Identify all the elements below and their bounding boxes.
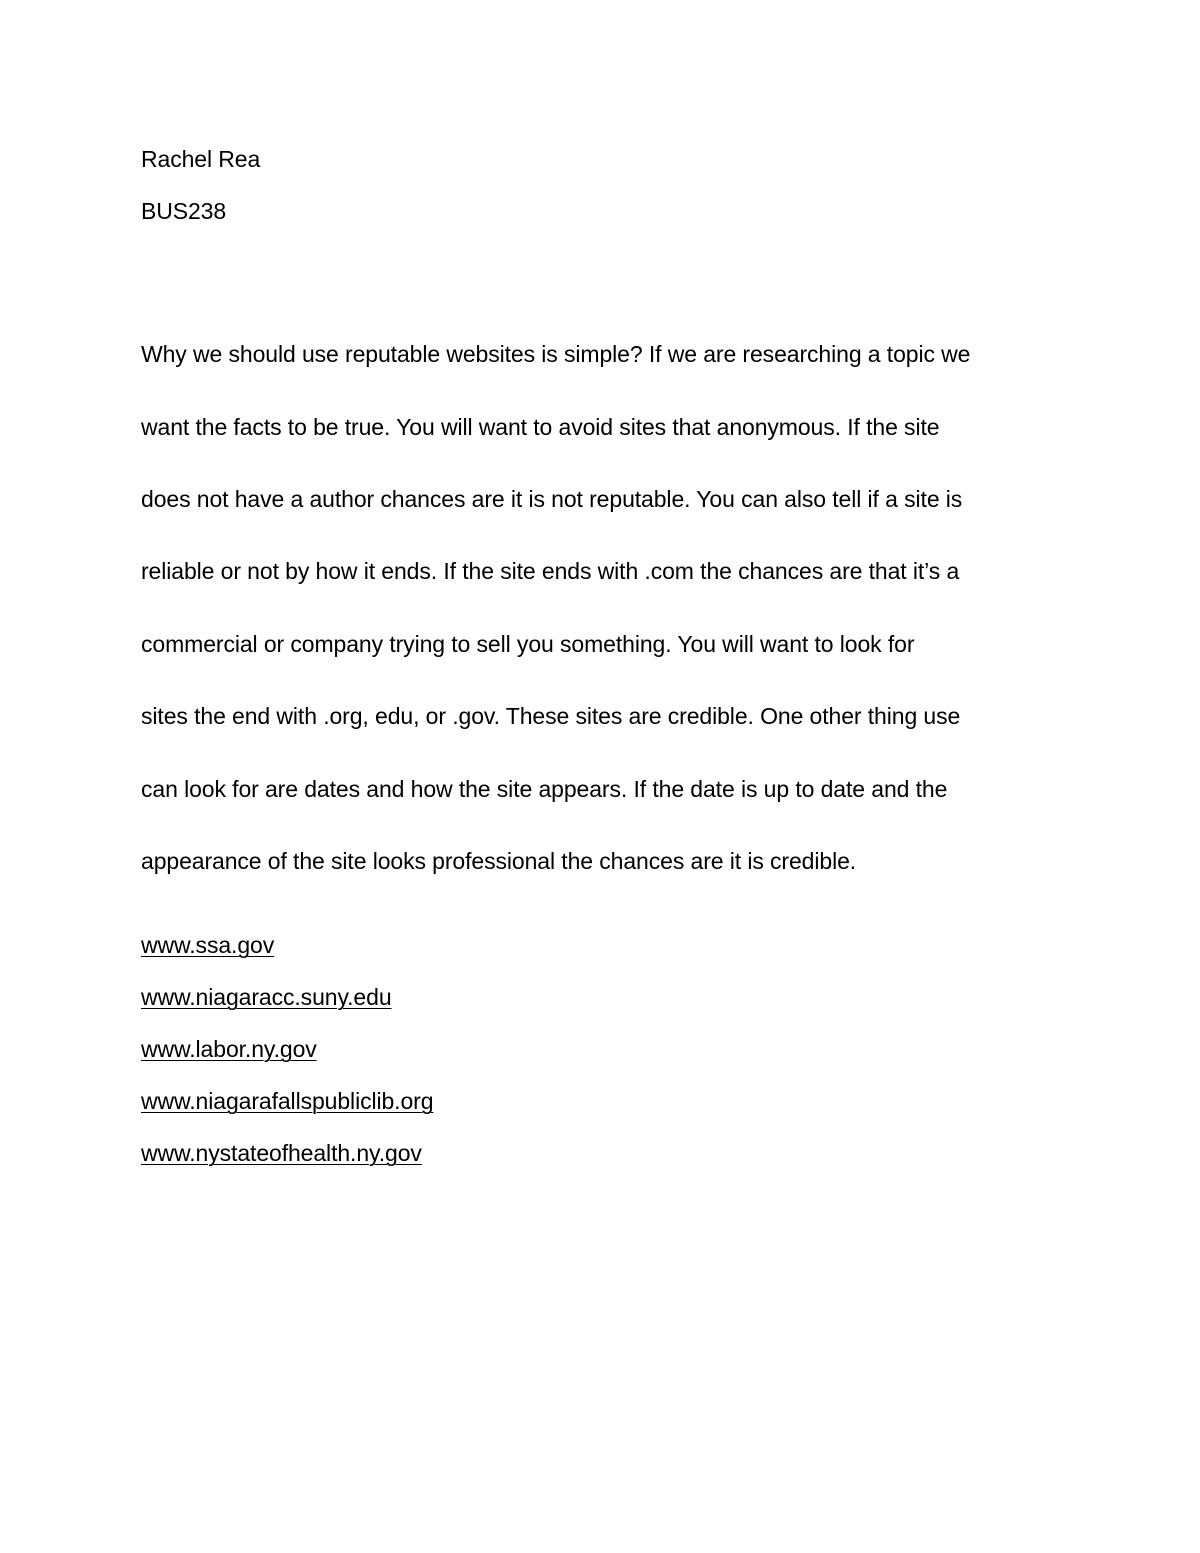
link-item [141, 930, 1066, 960]
body-paragraph [141, 300, 1066, 915]
author-name: Rachel Rea [141, 146, 261, 172]
body-line: want the facts to be true. You will want to avoid sites that anonymous. If the site [141, 413, 940, 440]
link-ssa[interactable]: www.ssa.gov [141, 932, 275, 959]
body-line: does not have a author chances are it is not reputable. You can also tell if a site is [141, 486, 963, 513]
body-line: sites the end with .org, edu, or .gov. These sites are credible. One other thing use [141, 703, 961, 730]
body-line: can look for are dates and how the site appears. If the date is up to date and the [141, 775, 948, 802]
reference-links [141, 930, 1066, 1168]
body-line: Why we should use reputable websites is simple? If we are researching a topic we [141, 341, 971, 368]
body-line: appearance of the site looks professional the chances are it is credible. [141, 848, 857, 875]
link-nystateofhealth[interactable]: www.nystateofhealth.ny.gov [141, 1140, 422, 1167]
link-labor[interactable]: www.labor.ny.gov [141, 1036, 317, 1063]
course-code: BUS238 [141, 198, 227, 224]
link-item [141, 1138, 1066, 1168]
document-content [141, 144, 1066, 1190]
link-item [141, 1034, 1066, 1064]
link-item [141, 1086, 1066, 1116]
link-item [141, 982, 1066, 1012]
body-line: reliable or not by how it ends. If the site ends with .com the chances are that it’s a [141, 558, 960, 585]
link-niagaracc[interactable]: www.niagaracc.suny.edu [141, 984, 392, 1011]
link-niagarafallspubliclib[interactable]: www.niagarafallspubliclib.org [141, 1088, 434, 1115]
body-line: commercial or company trying to sell you something. You will want to look for [141, 630, 915, 657]
